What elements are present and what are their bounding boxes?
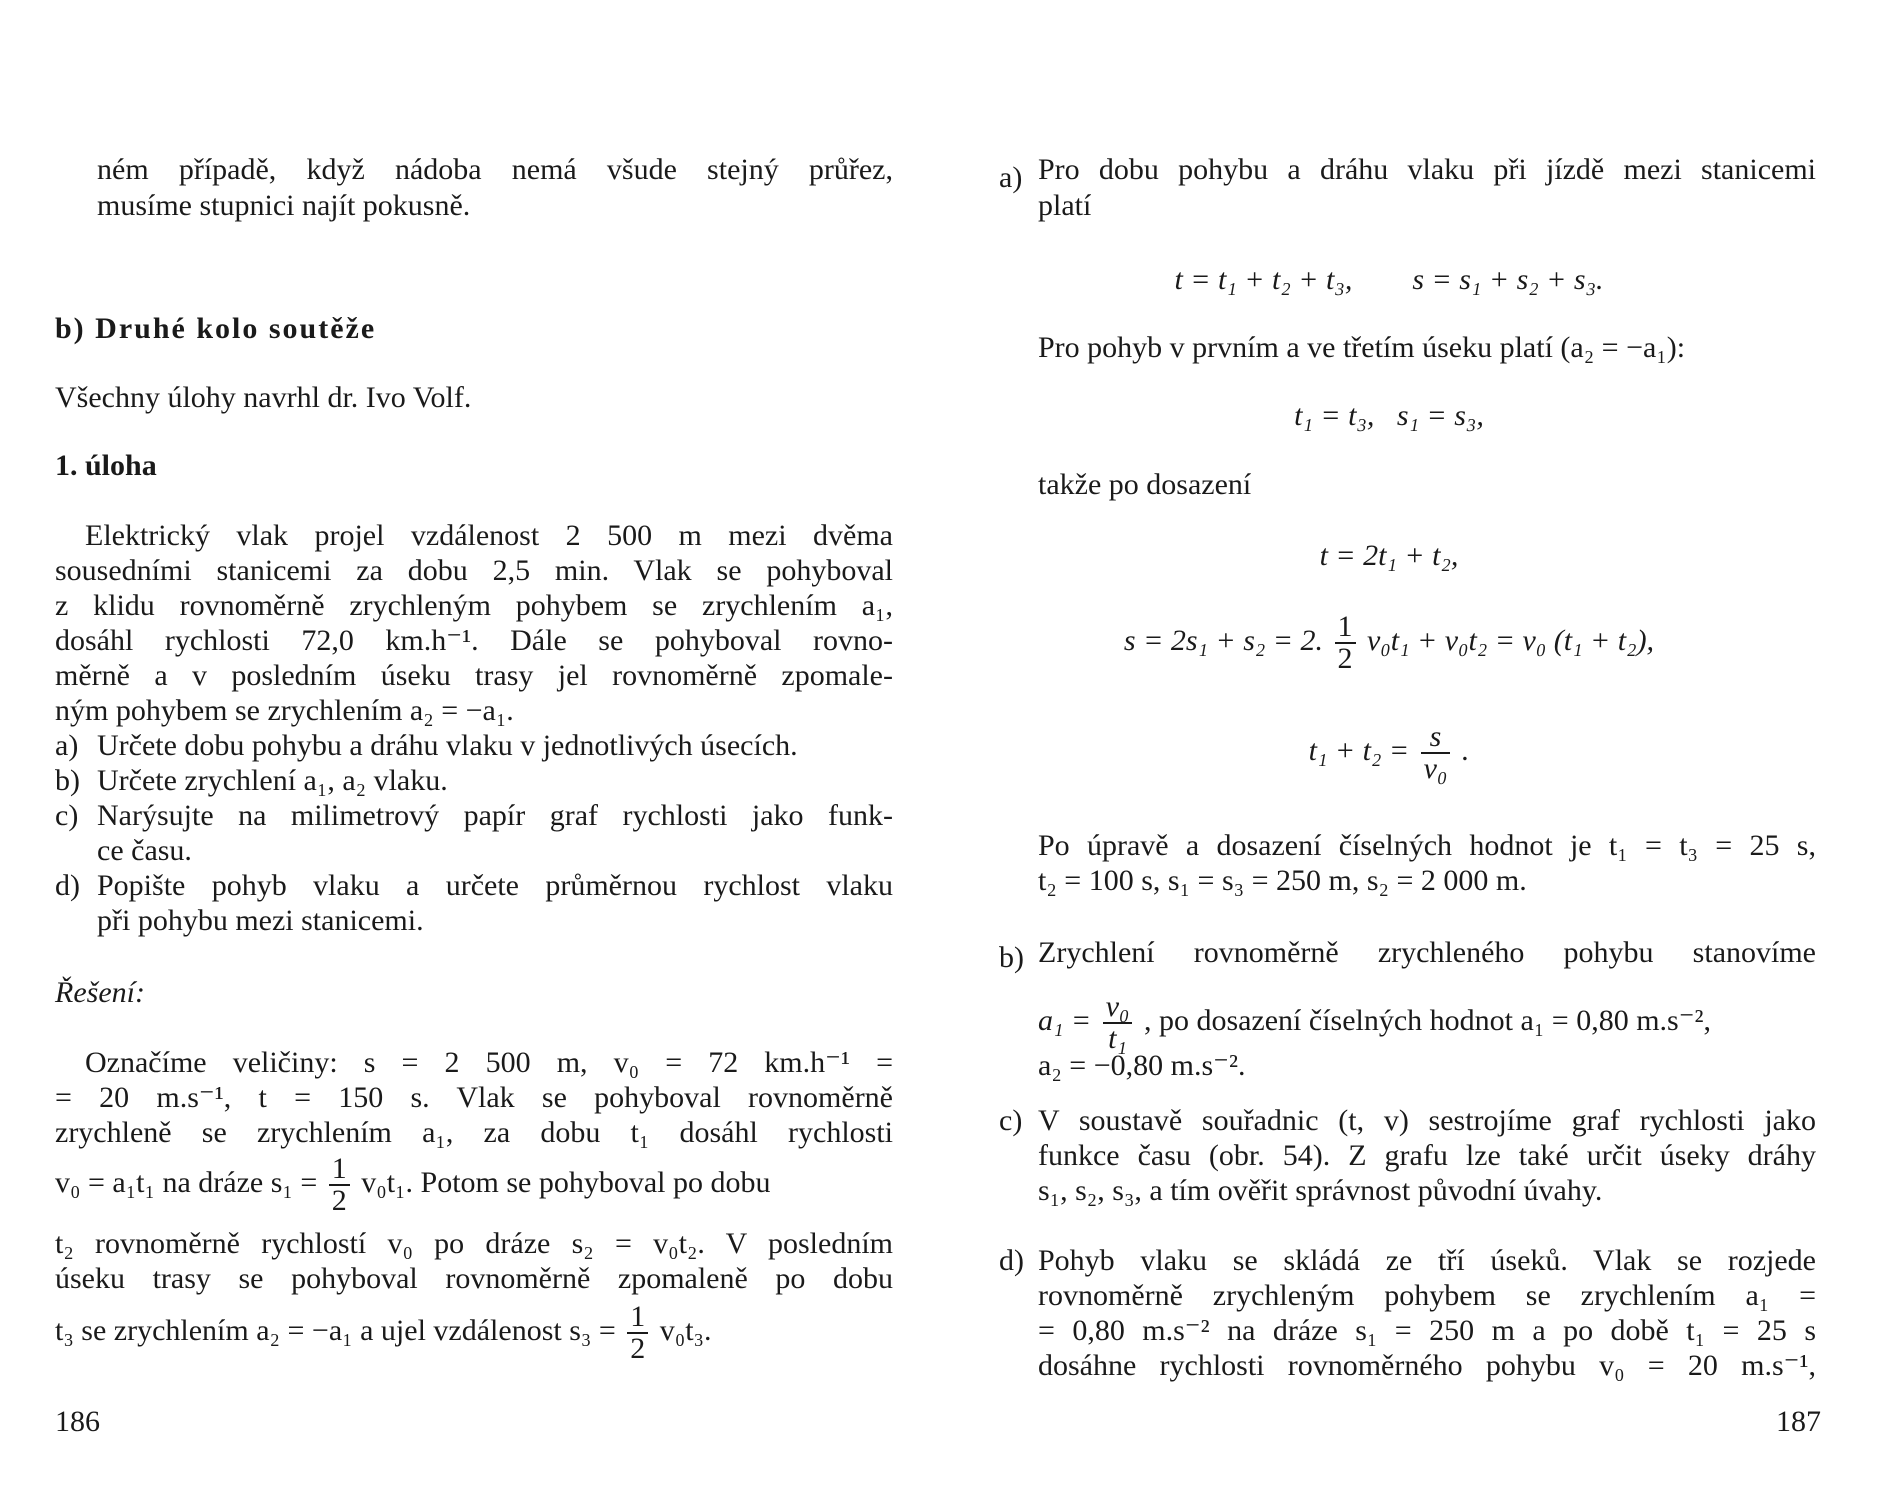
answer-d-line-1: Pohyb vlaku se skládá ze tří úseků. Vlak se rozjede <box>1038 1244 1816 1277</box>
equation-distance-a: s = 2s₁ + s₂ = 2. <box>1123 623 1324 657</box>
result-line-2: t₂ = 100 s, s₁ = s₃ = 250 m, s₂ = 2 000 m. <box>1038 864 1527 897</box>
question-a-text: Určete dobu pohybu a dráhu vlaku v jednotlivých úsecích. <box>97 729 798 762</box>
fraction-v0-over-t1 <box>1103 992 1133 1054</box>
question-c-label: c) <box>55 799 79 832</box>
solution-line-7-a: t₃ se zrychlením a₂ = −a₁ a ujel vzdálenost s₃ = <box>55 1313 616 1347</box>
answer-c-line-3: s₁, s₂, s₃, a tím ověřit správnost původní úvahy. <box>1038 1174 1603 1207</box>
question-d-line-1: Popište pohyb vlaku a určete průměrnou rychlost vlaku <box>97 869 893 902</box>
fraction-denominator: v₀ <box>1423 752 1448 785</box>
fraction-one-half <box>627 1302 648 1364</box>
question-c-line-1: Narýsujte na milimetrový papír graf rychlosti jako funk- <box>97 799 893 832</box>
task-line-4: dosáhl rychlosti 72,0 km.h⁻¹. Dále se pohyboval rovno- <box>55 624 893 657</box>
answer-a-line-2: platí <box>1038 189 1092 222</box>
equation-time: t = 2t₁ + t₂, <box>1319 539 1459 572</box>
motion-condition-line: Pro pohyb v prvním a ve třetím úseku platí (a₂ = −a₁): <box>1038 331 1686 364</box>
fraction-s-over-v0 <box>1421 722 1451 784</box>
intro-line-1: ném případě, když nádoba nemá všude stejný průřez, <box>97 153 893 186</box>
fraction-denominator: t₁ <box>1108 1022 1127 1055</box>
equation-equal-sections: t₁ = t₃, s₁ = s₃, <box>1294 399 1484 432</box>
question-b-label: b) <box>55 764 80 797</box>
fraction-one-half <box>329 1154 350 1216</box>
solution-line-4-b: v₀t₁. Potom se pohyboval po dobu <box>361 1165 771 1199</box>
task-line-1: Elektrický vlak projel vzdálenost 2 500 m mezi dvěma <box>85 519 893 552</box>
solution-line-2: = 20 m.s⁻¹, t = 150 s. Vlak se pohyboval rovnoměrně <box>55 1081 893 1114</box>
question-a-label: a) <box>55 729 79 762</box>
answer-c-line-2: funkce času (obr. 54). Z grafu lze také určit úseky dráhy <box>1038 1139 1816 1172</box>
equation-time-sum <box>1139 722 1639 784</box>
solution-heading: Řešení: <box>55 976 145 1009</box>
answer-b-line-2-a: a₁ = <box>1038 1003 1092 1037</box>
fraction-numerator: v₀ <box>1103 992 1133 1024</box>
task-line-6: ným pohybem se zrychlením a₂ = −a₁. <box>55 694 514 727</box>
fraction-denominator: 2 <box>1337 642 1353 675</box>
fraction-denominator: 2 <box>331 1184 347 1217</box>
page-number-right: 187 <box>1776 1405 1821 1438</box>
fraction-numerator: 1 <box>1335 612 1356 644</box>
intro-line-2: musíme stupnici najít pokusně. <box>97 189 471 222</box>
solution-line-1: Označíme veličiny: s = 2 500 m, v₀ = 72 km.h⁻¹ = <box>85 1046 893 1079</box>
answer-b-line-2 <box>1038 992 1711 1054</box>
solution-line-5: t₂ rovnoměrně rychlostí v₀ po dráze s₂ = v₀t₂. V posledním <box>55 1227 893 1260</box>
question-d-label: d) <box>55 869 80 902</box>
question-b-text: Určete zrychlení a₁, a₂ vlaku. <box>97 764 448 797</box>
answer-d-label: d) <box>999 1244 1024 1277</box>
answer-d-line-4: dosáhne rychlosti rovnoměrného pohybu v₀ = 20 m.s⁻¹, <box>1038 1349 1816 1382</box>
task-heading: 1. úloha <box>55 449 157 482</box>
answer-a-line-1: Pro dobu pohybu a dráhu vlaku při jízdě mezi stanicemi <box>1038 153 1816 186</box>
solution-line-3: zrychleně se zrychlením a₁, za dobu t₁ dosáhl rychlosti <box>55 1116 893 1149</box>
solution-line-6: úseku trasy se pohyboval rovnoměrně zpomaleně po dobu <box>55 1262 893 1295</box>
solution-line-4-a: v₀ = a₁t₁ na dráze s₁ = <box>55 1165 318 1199</box>
page-number-left: 186 <box>55 1405 100 1438</box>
answer-b-line-3: a₂ = −0,80 m.s⁻². <box>1038 1049 1246 1082</box>
answer-c-line-1: V soustavě souřadnic (t, v) sestrojíme graf rychlosti jako <box>1038 1104 1816 1137</box>
answer-c-label: c) <box>999 1104 1023 1137</box>
answer-b-line-1: Zrychlení rovnoměrně zrychleného pohybu stanovíme <box>1038 936 1816 969</box>
solution-line-4 <box>55 1154 893 1216</box>
question-d-line-2: při pohybu mezi stanicemi. <box>97 904 424 937</box>
equation-total-time-distance: t = t₁ + t₂ + t₃, s = s₁ + s₂ + s₃. <box>1174 263 1604 296</box>
answer-d-line-2: rovnoměrně zrychleným pohybem se zrychlením a₁ = <box>1038 1279 1816 1312</box>
fraction-numerator: 1 <box>329 1154 350 1186</box>
result-line-1: Po úpravě a dosazení číselných hodnot je t₁ = t₃ = 25 s, <box>1038 829 1816 862</box>
fraction-one-half <box>1335 612 1356 674</box>
equation-distance <box>1069 612 1709 674</box>
answer-d-line-3: = 0,80 m.s⁻² na dráze s₁ = 250 m a po době t₁ = 25 s <box>1038 1314 1816 1347</box>
fraction-numerator: s <box>1421 722 1451 754</box>
author-line: Všechny úlohy navrhl dr. Ivo Volf. <box>55 381 472 414</box>
task-line-3: z klidu rovnoměrně zrychleným pohybem se zrychlením a₁, <box>55 589 893 622</box>
equation-time-sum-a: t₁ + t₂ = <box>1308 733 1410 767</box>
section-heading: b) Druhé kolo soutěže <box>55 312 377 345</box>
answer-a-label: a) <box>999 161 1023 194</box>
solution-line-7 <box>55 1302 893 1364</box>
equation-distance-b: v₀t₁ + v₀t₂ = v₀ (t₁ + t₂), <box>1367 623 1655 657</box>
substitution-line: takže po dosazení <box>1038 468 1252 501</box>
task-line-5: měrně a v posledním úseku trasy jel rovnoměrně zpomale- <box>55 659 893 692</box>
fraction-numerator: 1 <box>627 1302 648 1334</box>
answer-b-label: b) <box>999 941 1024 974</box>
equation-time-sum-b: . <box>1461 733 1470 767</box>
task-line-2: sousedními stanicemi za dobu 2,5 min. Vlak se pohyboval <box>55 554 893 587</box>
answer-b-line-2-b: , po dosazení číselných hodnot a₁ = 0,80 m.s⁻², <box>1143 1003 1712 1037</box>
question-c-line-2: ce času. <box>97 834 192 867</box>
right-page <box>939 0 1878 1501</box>
solution-line-7-b: v₀t₃. <box>659 1313 712 1347</box>
fraction-denominator: 2 <box>630 1332 646 1365</box>
